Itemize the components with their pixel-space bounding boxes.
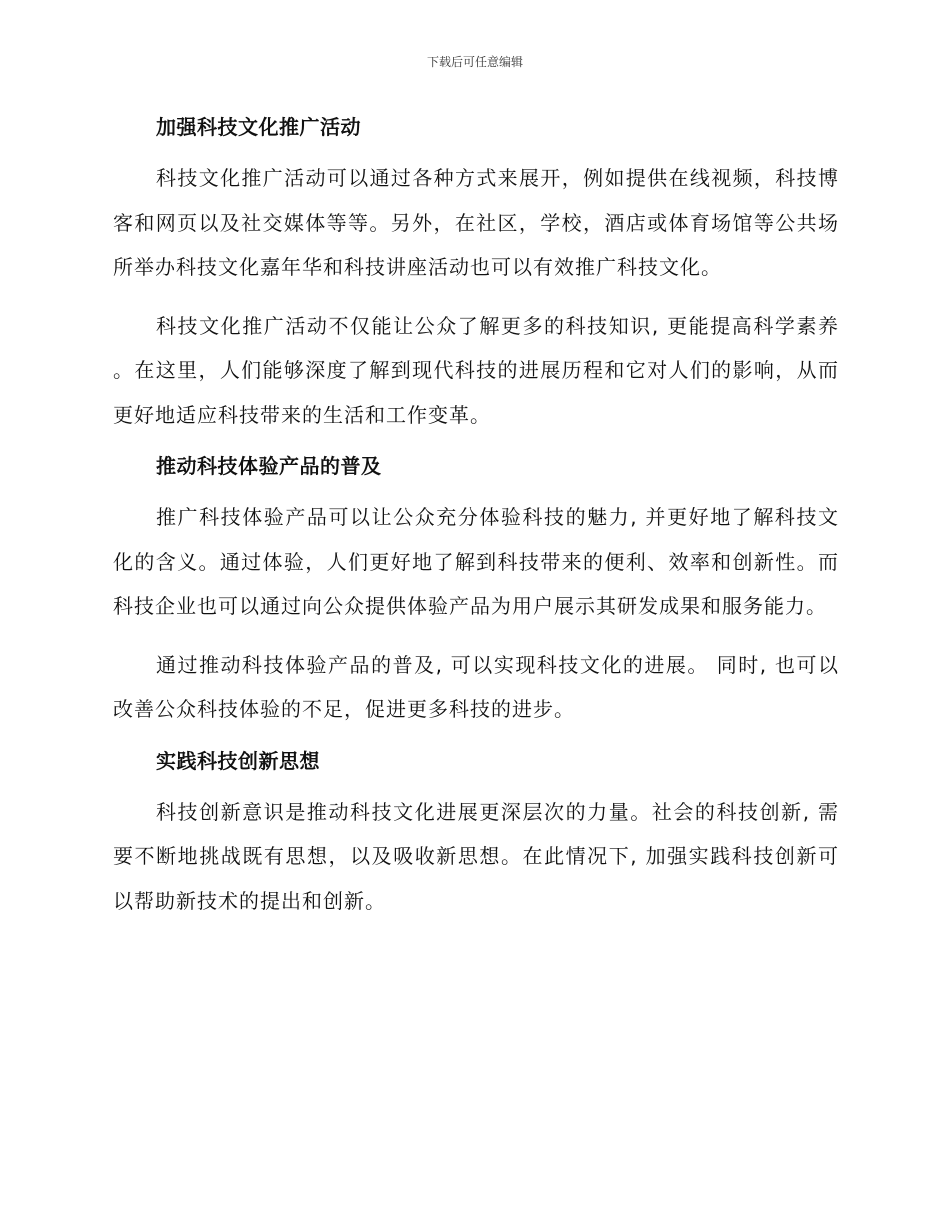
- section-heading: 推动科技体验产品的普及: [156, 454, 382, 478]
- document-body: [113, 112, 839, 937]
- paragraph: 科技创新意识是推动科技文化进展更深层次的力量。社会的科技创新, 需要不断地挑战既有思想，以及吸收新思想。在此情况下, 加强实践科技创新可以帮助新技术的提出和创新。: [113, 799, 839, 913]
- section-heading: 实践科技创新思想: [156, 748, 320, 773]
- section-heading: 加强科技文化推广活动: [156, 115, 361, 139]
- paragraph: 通过推动科技体验产品的普及, 可以实现科技文化的进展。 同时, 也可以改善公众科技体验的不足，促进更多科技的进步。: [113, 652, 839, 721]
- page-header-note: 下载后可任意编辑: [426, 55, 523, 69]
- paragraph: 科技文化推广活动可以通过各种方式来展开，例如提供在线视频，科技博客和网页以及社交媒体等等。另外，在社区，学校，酒店或体育场馆等公共场所举办科技文化嘉年华和科技讲座活动也可以有效推广科技文化。: [113, 166, 839, 279]
- paragraph: 推广科技体验产品可以让公众充分体验科技的魅力, 并更好地了解科技文化的含义。通过体验，人们更好地了解到科技带来的便利、效率和创新性。而科技企业也可以通过向公众提供体验产品为用户展示其研发成果和服务能力。: [113, 505, 839, 618]
- paragraph: 科技文化推广活动不仅能让公众了解更多的科技知识, 更能提高科学素养 。在这里，人们能够深度了解到现代科技的进展历程和它对人们的影响，从而更好地适应科技带来的生活和工作变革。: [113, 313, 839, 427]
